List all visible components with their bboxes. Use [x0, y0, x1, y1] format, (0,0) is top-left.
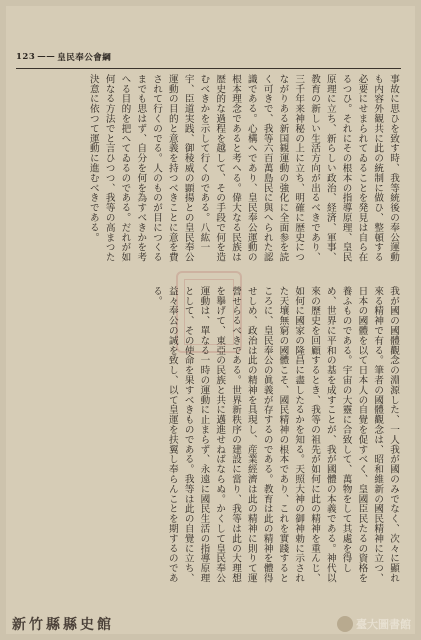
library-logo-icon — [337, 616, 353, 632]
library-name: 臺大圖書館 — [356, 618, 411, 631]
body-text-top: 事故に思ひを致す時、我等統後の奉公運動も内容外観共に此の統制に做ひ、整頓する必要にせまられてゐることを発見は自ら在るつひ。それにその根本の指導原理、皇民原理に立ち、新らしい政治、経済、軍事、教育の新しい生活方向が出るべきであり、三千年来神秘の上に立ち、明確に歴史につながりある新国観運動の強化に全面参を読く可きで、我等六百萬島民に與へられた認識である。心構へであり、皇民奉公運動の根本理念であると考へる。偉大なる民族は歴史的な過程を越して、その手段で何を造むべきかを示して行くのである。八紘一宇、臣道実践、御稜威の顕揚との皇民奉公運動の目的と意義を持つべきことに意を費されて行くのでる。人のものが目につくるまでも思はず、自分を何を為すべきかを考へる目的を把へてゐるのである。だれが如何なる方法でと言ひつつ、我等の高まつた決意に依つて運動に進むべきである。 — [87, 74, 399, 263]
text-block-top — [15, 74, 401, 270]
collection-watermark: 新竹縣縣史館 — [12, 617, 114, 633]
page-number: 123 — [16, 52, 36, 62]
text-block-bottom — [15, 286, 401, 586]
header-dash: —— — [37, 52, 56, 62]
document-page — [6, 6, 415, 634]
book-title: 皇民奉公會綱 — [57, 53, 112, 63]
library-watermark — [337, 616, 411, 632]
header-rule — [16, 68, 401, 69]
page-header — [16, 50, 111, 64]
body-text-bottom: 我が國の國體觀念の淵源した、一人我が國のみでなく、次々に顯れ來る精神で有る。筆者の國體觀念は、昭和維新の國民精神に立つ、日本の國體を以て日本人の自覺を促すべく、皇國臣民たるの資格を養ふものである。宇宙の大靈に合致して、萬物をして其處を得しめ、世界に平和の基を成すことが、我が國體の本義である。神代以來の歷史を回顧するとき、我等の祖先が如何に此の精神を重んじ、如何に國家の隆昌に盡したるかを知る。天照大神の御神勅に示された天壤無窮の國體こそ、國民精神の根本であり、これを實踐するところに、皇民奉公の眞義が存するのである。教育は此の精神を體得せしめ、政治は此の精神を具現し、産業經濟は此の精神に則りて運營せらるべきである。世界新秩序の建設に當り、我等は此の大理想を擧げて、東亞の民族と共に邁進せねばならぬ。かくして皇民奉公運動は、單なる一時の運動に止まらず、永遠に國民生活の指導原理として、その使命を果すべきものである。我等は此の自覺に立ち、益々奉公の誠を致し、以て皇運を扶翼し奉らんことを期するのである。 — [151, 286, 399, 583]
